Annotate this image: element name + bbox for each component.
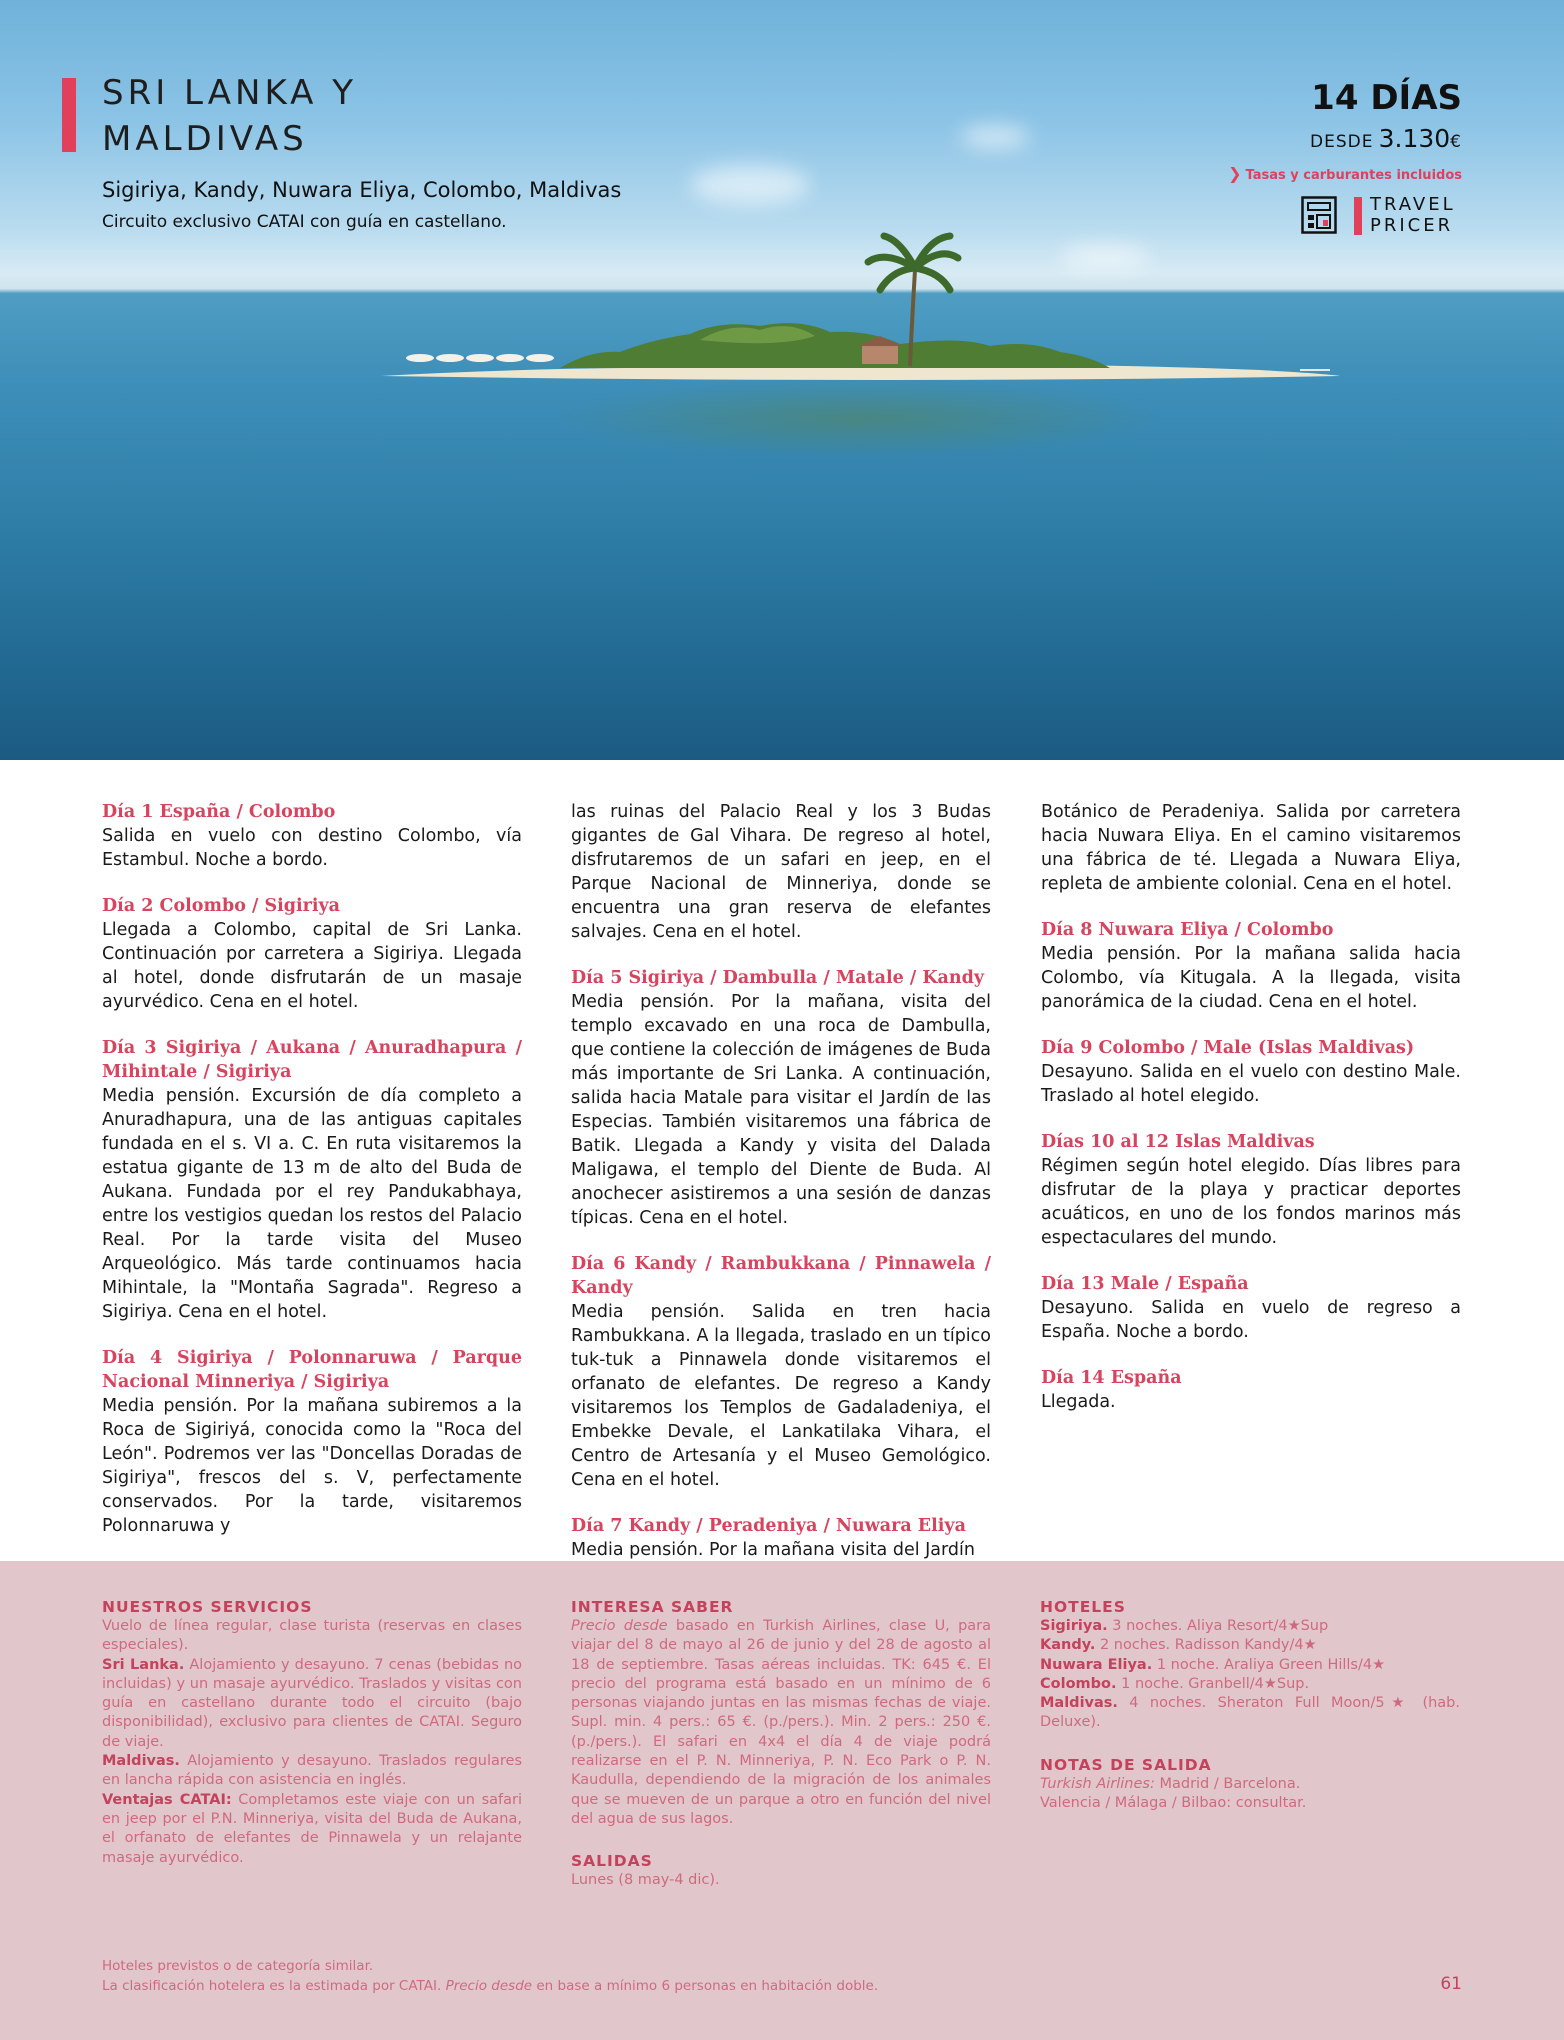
services-text: Alojamiento y desayuno. 7 cenas (bebidas no incluidas) y un masaje ayurvédico. Traslados y visitas con guía en castellano durante todo el circuito (bajo disponibilidad), exclusivo para clientes de CATAI. Seguro de viaje.: [102, 1656, 523, 1750]
info-text: [571, 1617, 991, 1829]
price-currency: €: [1450, 132, 1462, 152]
day-text: Botánico de Peradeniya. Salida por carretera hacia Nuwara Eliya. En el camino visitaremos una fábrica de té. Llegada a Nuwara Eliya, repleta de ambiente colonial. Cena en el hotel.: [1041, 802, 1461, 894]
services-maldivas: [102, 1752, 522, 1791]
itinerary-day: [1041, 1366, 1461, 1414]
day-title: Día 1 España / Colombo: [102, 802, 336, 822]
services-intro: Vuelo de línea regular, clase turista (reservas en clases especiales).: [102, 1618, 522, 1654]
footer-line: Hoteles previstos o de categoría similar.: [102, 1958, 374, 1974]
hotel-detail: 1 noche. Araliya Green Hills/4★: [1156, 1656, 1386, 1673]
hotel-city: Colombo.: [1040, 1675, 1117, 1692]
itinerary-day: [102, 894, 522, 1014]
price-line: [1310, 124, 1462, 153]
services-label: Ventajas CATAI:: [102, 1791, 232, 1808]
hotel-city: Kandy.: [1040, 1637, 1096, 1654]
footer-notes: [102, 1956, 878, 1996]
hotel-city: Maldivas.: [1040, 1695, 1118, 1712]
airline-label: Turkish Airlines:: [1040, 1775, 1155, 1792]
itinerary-day: [1041, 918, 1461, 1014]
price-amount: 3.130: [1378, 124, 1451, 153]
section-heading: SALIDAS: [571, 1852, 653, 1871]
itinerary-day: [1041, 800, 1461, 896]
day-title: Día 2 Colombo / Sigiriya: [102, 896, 340, 916]
itinerary-day: [1041, 1272, 1461, 1344]
day-title: Día 7 Kandy / Peradeniya / Nuwara Eliya: [571, 1516, 966, 1536]
hotel-detail: 2 noches. Radisson Kandy/4★: [1099, 1637, 1317, 1654]
calculator-icon: [1301, 196, 1337, 234]
itinerary-day: [571, 1252, 991, 1492]
day-text: Media pensión. Salida en tren hacia Rambukkana. A la llegada, traslado en un típico tuk-tuk a Pinnawela donde visitaremos el orfanato de elefantes. De regreso a Kandy visitaremos los Templos de Gadaladeniya, el Embekke Devale, el Lankatilaka Vihara, el Centro de Artesanía y el Museo Gemológico. Cena en el hotel.: [571, 1302, 991, 1490]
travel-pricer-badge: [1370, 194, 1456, 236]
services-ventajas: [102, 1791, 522, 1868]
day-text: Media pensión. Excursión de día completo a Anuradhapura, una de las antiguas capitales fundada en el s. VI a. C. En ruta visitaremos la estatua gigante de 13 m de alto del Buda de Aukana. Fundada por el rey Pandukabhaya, entre los vestigios quedan los restos del Palacio Real. Por la tarde visita del Museo Arqueológico. Más tarde continuamos hacia Mihintale, la "Montaña Sagrada". Regreso a Sigiriya. Cena en el hotel.: [102, 1086, 522, 1322]
hotel-city: Nuwara Eliya.: [1040, 1656, 1153, 1673]
day-title: Día 9 Colombo / Male (Islas Maldivas): [1041, 1038, 1415, 1058]
departure-notes: [1040, 1775, 1460, 1794]
page-number: 61: [1440, 1974, 1462, 1994]
notes-text: Madrid / Barcelona.: [1159, 1775, 1301, 1792]
footer-line: [102, 1976, 878, 1996]
info-body: basado en Turkish Airlines, clase U, para viajar del 8 de mayo al 26 de junio y del 28 de agosto al 18 de septiembre. Tasas aéreas incluidas. TK: 645 €. El precio del programa está basado en un mínimo de 6 personas viajando juntas en las mismas fechas de viaje. Supl. min. 4 pers.: 65 €. (p./pers.). Min. 2 pers.: 250 €. (p./pers.). El safari en 4x4 el día 4 de viaje podrá realizarse en el P. N. Minneriya, P. N. Eco Park o P. N. Kaudulla, dependiendo de la migración de los animales que se mueven de un parque a otro en función del nivel del agua de sus lagos.: [571, 1618, 992, 1827]
itinerary-day: [102, 800, 522, 872]
day-text: Desayuno. Salida en vuelo de regreso a España. Noche a bordo.: [1041, 1298, 1461, 1342]
circuit-note: Circuito exclusivo CATAI con guía en castellano.: [102, 212, 507, 232]
hero-photo: [0, 0, 1564, 760]
badge-accent-bar: [1354, 197, 1362, 235]
day-title: Día 13 Male / España: [1041, 1274, 1249, 1294]
day-text: Media pensión. Por la mañana visita del Jardín: [571, 1540, 975, 1560]
day-text: Desayuno. Salida en el vuelo con destino Male. Traslado al hotel elegido.: [1041, 1062, 1461, 1106]
section-heading: NOTAS DE SALIDA: [1040, 1755, 1212, 1774]
trip-duration: 14 DÍAS: [1311, 78, 1462, 118]
taxes-note: [1228, 164, 1462, 183]
services-label: Sri Lanka.: [102, 1656, 185, 1673]
itinerary-day: [571, 966, 991, 1230]
day-text: Media pensión. Por la mañana subiremos a la Roca de Sigiriyá, conocida como la "Roca del León". Podremos ver las "Doncellas Doradas de Sigiriya", frescos del s. V, perfectamente conservados. Por la tarde, visitaremos Polonnaruwa y: [102, 1396, 522, 1536]
route-subtitle: Sigiriya, Kandy, Nuwara Eliya, Colombo, Maldivas: [102, 178, 622, 202]
itinerary-day: [1041, 1130, 1461, 1250]
itinerary-day: [102, 1346, 522, 1538]
hotel-item: [1040, 1675, 1460, 1694]
page-title: [102, 70, 602, 162]
price-from-label: Precio desde: [571, 1618, 668, 1634]
itinerary-column-2: [571, 800, 991, 1562]
day-title: Día 14 España: [1041, 1368, 1182, 1388]
section-heading: HOTELES: [1040, 1598, 1126, 1616]
chevron-right-icon: ❯: [1228, 164, 1242, 183]
badge-line: PRICER: [1370, 215, 1454, 236]
services-label: Maldivas.: [102, 1753, 180, 1770]
info-column: [571, 1597, 991, 1891]
itinerary-day: [571, 1514, 991, 1562]
departure-notes: Valencia / Málaga / Bilbao: consultar.: [1040, 1795, 1307, 1812]
services-srilanka: [102, 1656, 522, 1752]
day-title: Día 5 Sigiriya / Dambulla / Matale / Kandy: [571, 968, 985, 988]
day-text: las ruinas del Palacio Real y los 3 Budas gigantes de Gal Vihara. De regreso al hotel, disfrutaremos de un safari en jeep, en el Parque Nacional de Minneriya, donde se encuentra una gran reserva de elefantes salvajes. Cena en el hotel.: [571, 802, 991, 942]
hotel-item: [1040, 1656, 1460, 1675]
services-text: Alojamiento y desayuno. Traslados regulares en lancha rápida con asistencia en inglés.: [102, 1753, 523, 1789]
itinerary-day: [102, 1036, 522, 1324]
price-prefix: DESDE: [1310, 132, 1374, 152]
hotel-city: Sigiriya.: [1040, 1618, 1108, 1634]
day-text: Media pensión. Por la mañana, visita del templo excavado en una roca de Dambulla, que contiene la colección de imágenes de Buda más importante de Sri Lanka. A continuación, salida hacia Matale para visitar el Jardín de las Especias. También visitaremos una fábrica de Batik. Llegada a Kandy y visita del Dalada Maligawa, el templo del Diente de Buda. Al anochecer asistiremos a una sesión de danzas típicas. Cena en el hotel.: [571, 992, 991, 1228]
itinerary-day: [1041, 1036, 1461, 1108]
itinerary-column-1: [102, 800, 522, 1538]
hotel-item: [1040, 1636, 1460, 1655]
day-title: Día 3 Sigiriya / Aukana / Anuradhapura / Mihintale / Sigiriya: [102, 1038, 522, 1082]
taxes-note-text: Tasas y carburantes incluidos: [1245, 168, 1462, 183]
day-text: Media pensión. Por la mañana salida hacia Colombo, vía Kitugala. A la llegada, visita panorámica de la ciudad. Cena en el hotel.: [1041, 944, 1461, 1012]
title-line: SRI LANKA Y: [102, 73, 357, 113]
day-text: Salida en vuelo con destino Colombo, vía Estambul. Noche a bordo.: [102, 826, 522, 870]
day-text: Llegada a Colombo, capital de Sri Lanka. Continuación por carretera a Sigiriya. Llegada al hotel, donde disfrutarán de un masaje ayurvédico. Cena en el hotel.: [102, 920, 522, 1012]
hotel-detail: 1 noche. Granbell/4★Sup.: [1121, 1675, 1310, 1692]
itinerary-day: [571, 800, 991, 944]
hotel-detail: 3 noches. Aliya Resort/4★Sup: [1112, 1618, 1329, 1634]
day-title: Día 8 Nuwara Eliya / Colombo: [1041, 920, 1334, 940]
footer-text: en base a mínimo 6 personas en habitación doble.: [536, 1978, 879, 1994]
badge-line: TRAVEL: [1370, 194, 1456, 215]
footer-text: La clasificación hotelera es la estimada por CATAI.: [102, 1978, 442, 1994]
day-text: Régimen según hotel elegido. Días libres para disfrutar de la playa y practicar deportes acuáticos, en uno de los fondos marinos más espectaculares del mundo.: [1041, 1156, 1461, 1248]
day-title: Día 6 Kandy / Rambukkana / Pinnawela / Kandy: [571, 1254, 991, 1298]
day-title: Día 4 Sigiriya / Polonnaruwa / Parque Nacional Minneriya / Sigiriya: [102, 1348, 522, 1392]
day-text: Llegada.: [1041, 1392, 1116, 1412]
title-line: MALDIVAS: [102, 119, 308, 159]
section-heading: INTERESA SABER: [571, 1598, 734, 1616]
hotel-detail: 4 noches. Sheraton Full Moon/5★ (hab. Deluxe).: [1040, 1695, 1460, 1731]
hotels-column: [1040, 1597, 1460, 1813]
hotel-item: [1040, 1694, 1460, 1733]
day-title: Días 10 al 12 Islas Maldivas: [1041, 1132, 1315, 1152]
section-heading: NUESTROS SERVICIOS: [102, 1598, 313, 1616]
departures-text: Lunes (8 may-4 dic).: [571, 1872, 720, 1889]
itinerary-column-3: [1041, 800, 1461, 1414]
services-text: Completamos este viaje con un safari en jeep por el P.N. Minneriya, visita del Buda de Aukana, el orfanato de elefantes de Pinnawela y un relajante masaje ayurvédico.: [102, 1791, 523, 1866]
hotel-item: [1040, 1617, 1460, 1636]
title-accent-bar: [62, 78, 76, 152]
footer-italic: Precio desde: [445, 1978, 533, 1994]
services-column: [102, 1597, 522, 1868]
